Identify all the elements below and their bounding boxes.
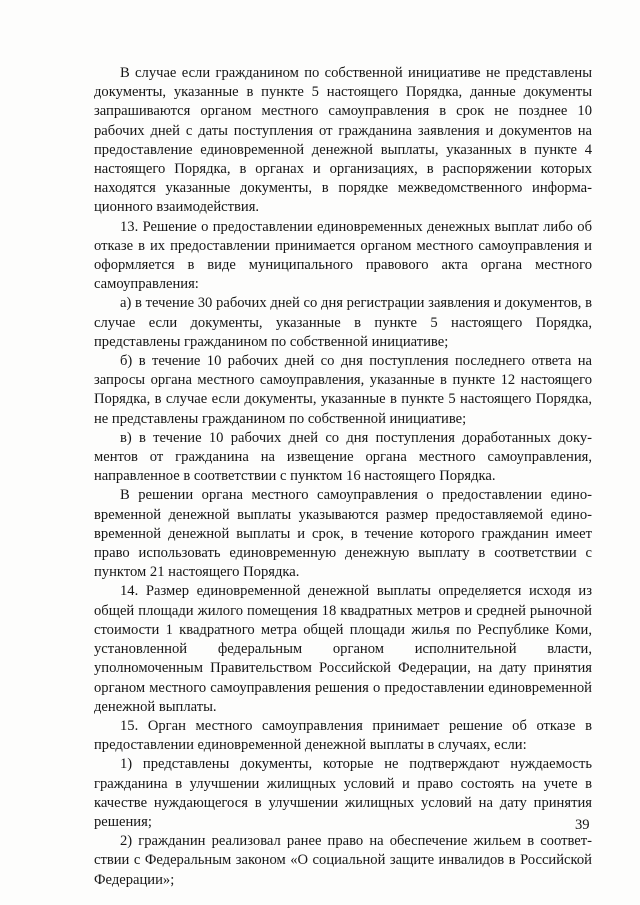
paragraph-14-amount: 14. Размер единовременной денежной выплаты определяется исходя из общей площади жилого помещения 18 квадратных метров и средней рыночной стоимости 1 квадратного метра общей площади жилья по Республике Коми, установленной федеральным органом исполнительной власти, уполномоченным Правительством Российской Федерации, на дату принятия органом местного самоуправления решения о предоставлении единовременной денежной выплаты. bbox=[94, 583, 592, 715]
paragraph-13-item-b: б) в течение 10 рабочих дней со дня поступления последнего ответа на запросы органа местного самоуправления, указанные в пункте 12 настоящего Порядка, в случае если документы, указанные в пункте 5 настоящего Порядка, не представлены гражданином по собственной инициативе; bbox=[94, 353, 592, 427]
document-body bbox=[94, 64, 592, 890]
paragraph-documents-request: В случае если гражданином по собственной инициативе не представлены документы, указанные в пункте 5 настоящего Порядка, данные документы запрашиваются органом местного самоуправления в срок не позднее 10 рабочих дней с даты поступления от гражданина заявления и документов на предоставление единовременной денежной выплаты, указанных в пункте 4 настоящего Порядка, в органах и организациях, в распоряжении которых находятся указанные документы, в порядке межведомственного информационного взаимодействия. bbox=[94, 65, 592, 216]
paragraph-15-item-1: 1) представлены документы, которые не подтверждают нуждаемость гражданина в улучшении жилищных условий и право состоять на учете в качестве нуждающегося в улучшении жилищных условий на дату принятия решения; bbox=[94, 756, 592, 830]
paragraph-decision-content: В решении органа местного самоуправления о предоставлении единовременной денежной выплаты указываются размер предоставляемой единовременной денежной выплаты и срок, в течение которого гражданин имеет право использовать единовременную денежную выплату в соответствии с пунктом 21 настоящего Порядка. bbox=[94, 487, 592, 581]
paragraph-15-refusal: 15. Орган местного самоуправления принимает решение об отказе в предоставлении единовременной денежной выплаты в случаях, если: bbox=[94, 717, 592, 754]
page-number: 39 bbox=[575, 817, 590, 833]
paragraph-15-item-2: 2) гражданин реализовал ранее право на обеспечение жильем в соответствии с Федеральным законом «О социальной защите инвалидов в Российской Федерации»; bbox=[94, 833, 592, 888]
paragraph-13-decision: 13. Решение о предоставлении единовременных денежных выплат либо об отказе в их предоставлении принимается органом местного самоуправления и оформляется в виде муниципального правового акта органа местного самоуправления: bbox=[94, 218, 592, 293]
paragraph-13-item-c: в) в течение 10 рабочих дней со дня поступления доработанных документов от гражданина на извещение органа местного самоуправления, направленное в соответствии с пунктом 16 настоящего Порядка. bbox=[94, 429, 592, 485]
paragraph-13-item-a: а) в течение 30 рабочих дней со дня регистрации заявления и документов, в случае если документы, указанные в пункте 5 настоящего Порядка, представлены гражданином по собственной инициативе; bbox=[94, 295, 592, 350]
